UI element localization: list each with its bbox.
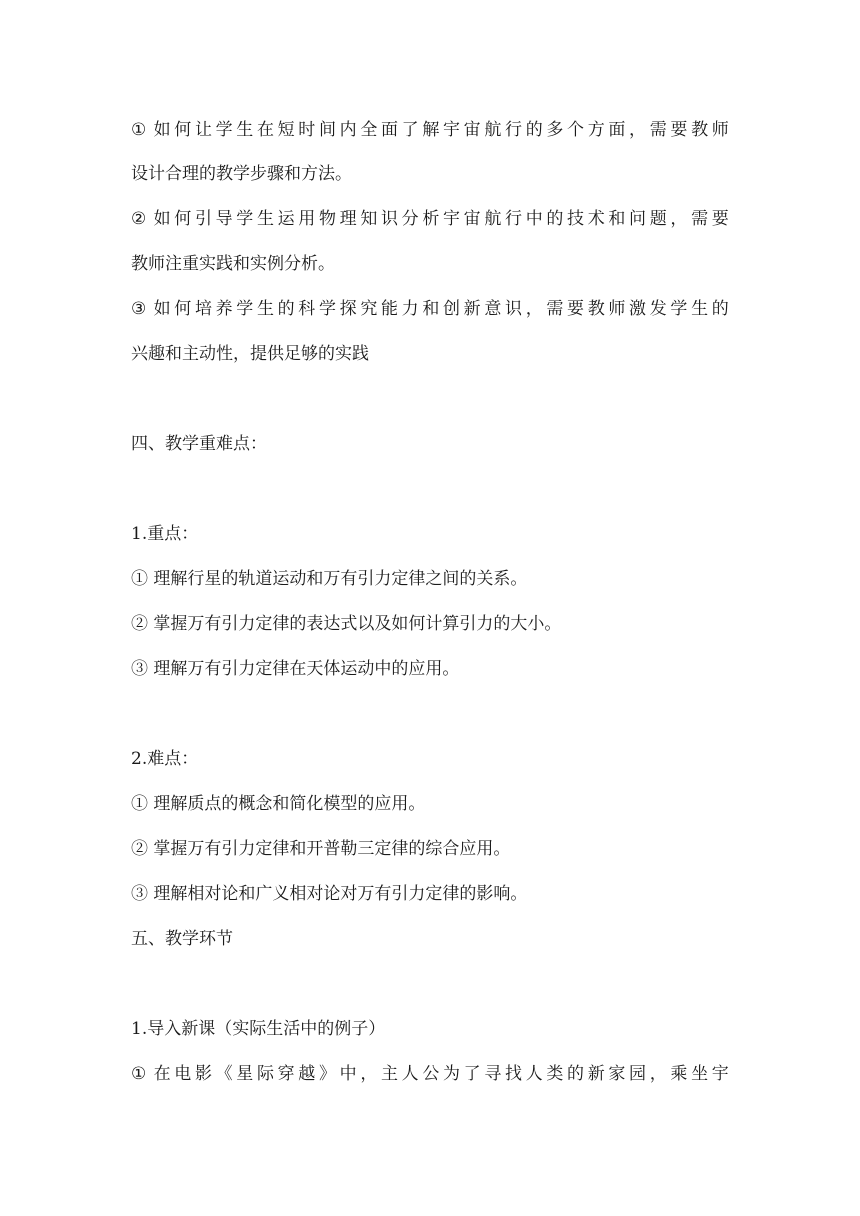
paragraph-line: 教师注重实践和实例分析。 [131,254,335,274]
list-item: ② 掌握万有引力定律和开普勒三定律的综合应用。 [131,839,511,859]
list-item: ② 掌握万有引力定律的表达式以及如何计算引力的大小。 [131,614,562,634]
subsection-heading: 1.导入新课（实际生活中的例子） [131,1019,386,1039]
paragraph-line: ① 在 电 影 《 星 际 穿 越 》 中 ， 主 人 公 为 了 寻 找 人 类 的 新 家 园 ， 乘 坐 宇 [131,1064,729,1084]
list-item: ③ 理解相对论和广义相对论对万有引力定律的影响。 [131,884,528,904]
section-heading: 四、教学重难点： [131,434,267,454]
subsection-heading: 2.难点： [131,749,199,769]
paragraph-line: ① 如 何 让 学 生 在 短 时 间 内 全 面 了 解 宇 宙 航 行 的 多 个 方 面 ， 需 要 教 师 [131,120,729,140]
section-heading: 五、教学环节 [131,929,233,949]
paragraph-line: ② 如 何 引 导 学 生 运 用 物 理 知 识 分 析 宇 宙 航 行 中 的 技 术 和 问 题 ， 需 要 [131,209,729,229]
subsection-heading: 1.重点： [131,524,199,544]
list-item: ① 理解行星的轨道运动和万有引力定律之间的关系。 [131,569,528,589]
list-item: ③ 理解万有引力定律在天体运动中的应用。 [131,659,460,679]
list-item: ① 理解质点的概念和简化模型的应用。 [131,794,426,814]
paragraph-line: 设计合理的教学步骤和方法。 [131,164,352,184]
paragraph-line: 兴趣和主动性，提供足够的实践 [131,344,369,364]
paragraph-line: ③ 如 何 培 养 学 生 的 科 学 探 究 能 力 和 创 新 意 识 ， 需 要 教 师 激 发 学 生 的 [131,299,729,319]
